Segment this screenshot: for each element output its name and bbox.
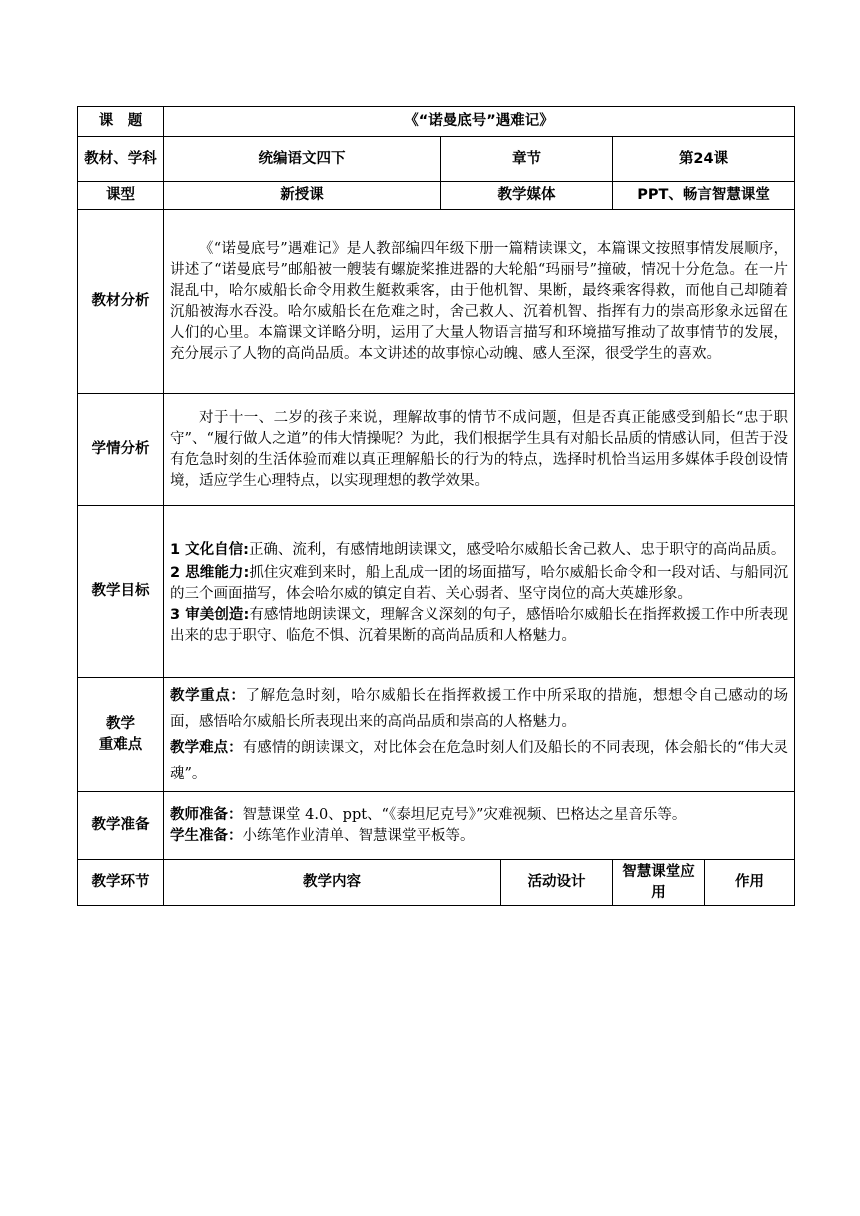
process-col-content: 教学内容 [164,860,501,906]
row-preparation [78,792,795,860]
subject-label: 教材、学科 [78,137,164,182]
preparation-cell [164,792,795,860]
lesson-title: 《“诺曼底号”遇难记》 [164,107,795,137]
subject-value: 统编语文四下 [164,137,441,182]
student-analysis-text: 对于十一、二岁的孩子来说，理解故事的情节不成问题，但是否真正能感受到船长“忠于职守”、“履行做人之道”的伟大情操呢？为此，我们根据学生具有对船长品质的情感认同，但苦于没有危急时刻的生活体验而难以真正理解船长的行为的特点，选择时机恰当运用多媒体手段创设情境，适应学生心理特点，以实现理想的教学效果。 [170,409,789,489]
material-analysis-label: 教材分析 [78,210,164,394]
key-point-item: 教学重点：了解危急时刻，哈尔威船长在指挥救援工作中所采取的措施，想想令自己感动的场面，感悟哈尔威船长所表现出来的高尚品质和崇高的人格魅力。 [170,687,789,730]
chapter-label: 章节 [441,137,613,182]
material-analysis-cell [164,210,795,394]
process-col-stage: 教学环节 [78,860,164,906]
preparation-label: 教学准备 [78,792,164,860]
row-type [78,182,795,210]
media-label: 教学媒体 [441,182,613,210]
row-objectives [78,506,795,678]
preparation-item: 教师准备：智慧课堂 4.0、ppt、“《泰坦尼克号》”灾难视频、巴格达之星音乐等。 [170,806,687,823]
key-points-label-line2: 重难点 [98,736,143,753]
objective-item: 2 思维能力:抓住灾难到来时，船上乱成一团的场面描写，哈尔威船长命令和一段对话、与船同沉的三个画面描写，体会哈尔威的镇定自若、关心弱者、坚守岗位的高大英雄形象。 [170,564,789,602]
objective-item: 3 审美创造:有感情地朗读课文，理解含义深刻的句子，感悟哈尔威船长在指挥救援工作中所表现出来的忠于职守、临危不惧、沉着果断的高尚品质和人格魅力。 [170,606,789,644]
type-label: 课型 [78,182,164,210]
key-point-item: 教学难点：有感情的朗读课文，对比体会在危急时刻人们及船长的不同表现，体会船长的“伟大灵魂”。 [170,739,789,782]
preparation-item: 学生准备：小练笔作业清单、智慧课堂平板等。 [170,827,475,844]
objectives-label: 教学目标 [78,506,164,678]
process-col-effect: 作用 [705,860,795,906]
row-key-points [78,678,795,792]
key-points-label [78,678,164,792]
title-label: 课 题 [78,107,164,137]
row-title [78,107,795,137]
objectives-cell [164,506,795,678]
chapter-value: 第24课 [613,137,795,182]
material-analysis-text: 《“诺曼底号”遇难记》是人教部编四年级下册一篇精读课文，本篇课文按照事情发展顺序，讲述了“诺曼底号”邮船被一艘装有螺旋桨推进器的大轮船“玛丽号”撞破，情况十分危急。在一片混乱中，哈尔威船长命令用救生艇救乘客，由于他机智、果断，最终乘客得救，而他自己却随着沉船被海水吞没。哈尔威船长在危难之时，舍己救人、沉着机智、指挥有力的崇高形象永远留在人们的心里。本篇课文详略分明，运用了大量人物语言描写和环境描写推动了故事情节的发展，充分展示了人物的高尚品质。本文讲述的故事惊心动魄、感人至深，很受学生的喜欢。 [170,240,789,362]
type-value: 新授课 [164,182,441,210]
row-student-analysis [78,394,795,506]
row-process-header [78,860,795,906]
student-analysis-cell [164,394,795,506]
process-col-smart-class: 智慧课堂应用 [613,860,705,906]
key-points-label-line1: 教学 [106,715,135,732]
lesson-plan-table [77,106,795,906]
row-material-analysis [78,210,795,394]
media-value: PPT、畅言智慧课堂 [613,182,795,210]
key-points-cell [164,678,795,792]
objective-item: 1 文化自信:正确、流利，有感情地朗读课文，感受哈尔威船长舍己救人、忠于职守的高尚品质。 [170,541,786,558]
row-subject [78,137,795,182]
process-col-activity: 活动设计 [501,860,613,906]
student-analysis-label: 学情分析 [78,394,164,506]
